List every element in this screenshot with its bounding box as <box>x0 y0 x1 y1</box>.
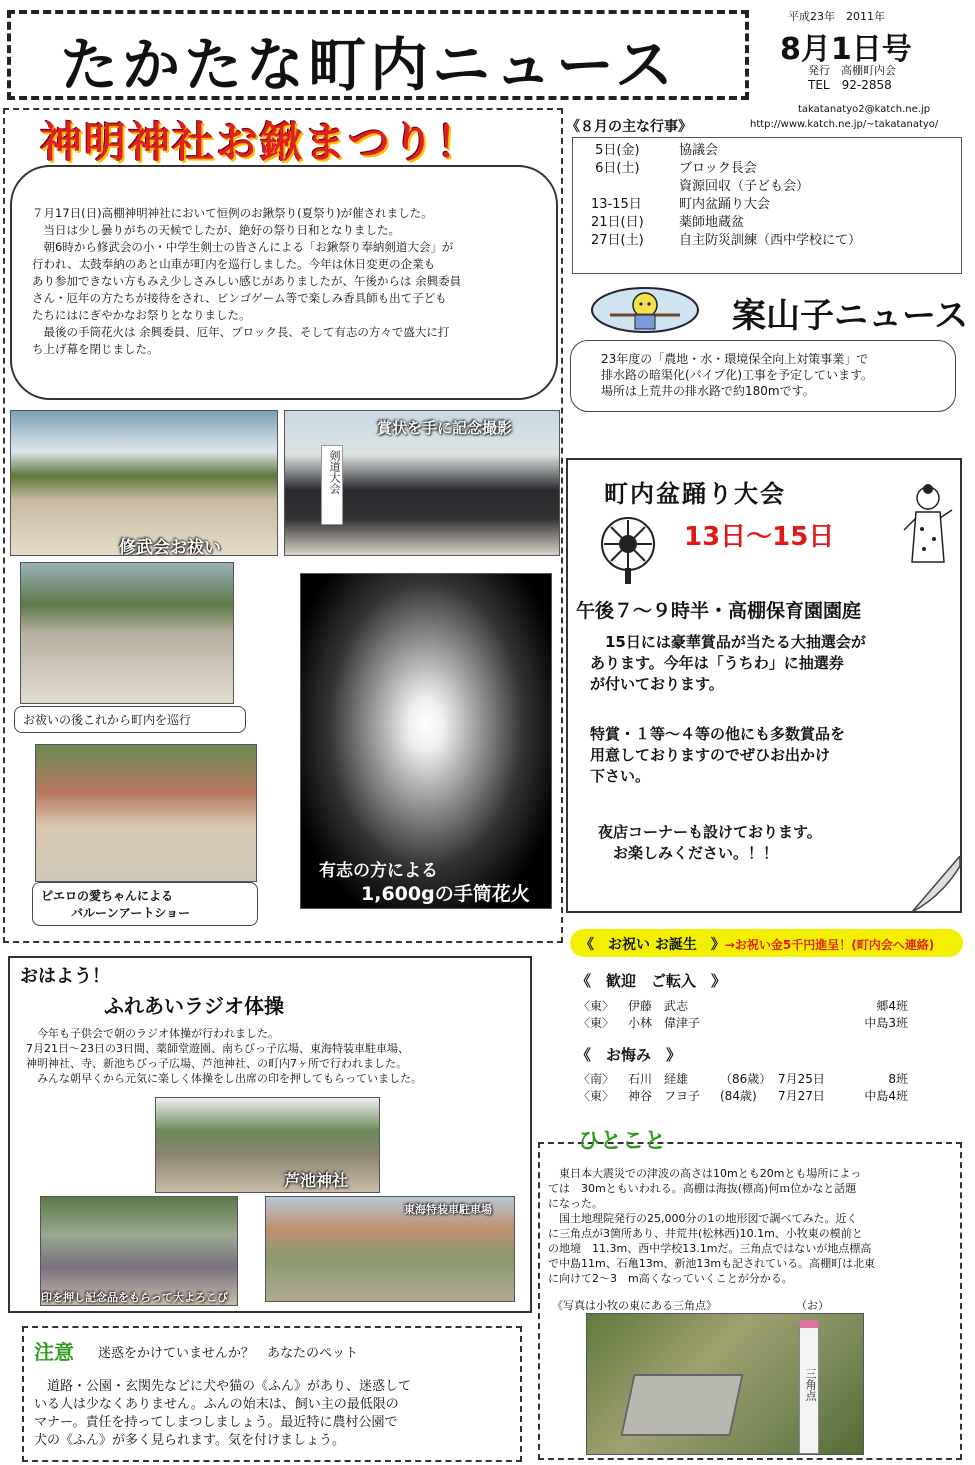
matsuri-line: 当日は少し曇りがちの天候でしたが、絶好の祭り日和となりました。 <box>32 223 400 237</box>
hitokoto-title: ひとこと <box>578 1129 667 1154</box>
survey-marker <box>620 1374 743 1436</box>
hitokoto-author: （お） <box>796 1299 829 1312</box>
matsuri-line: たちにはにぎやかなお祭りとなりました。 <box>32 308 251 322</box>
event-item: 13-15日 町内盆踊り大会 <box>591 197 771 212</box>
matsuri-line: 朝6時から修武会の小・中学生剣士の皆さんによる「お鍬祭り奉納剣道大会」が <box>32 240 454 254</box>
welcome-title: 《 歓迎 ご転入 》 <box>576 972 727 990</box>
scarecrow-icon <box>590 285 700 335</box>
bon-title: 町内盆踊り大会 <box>604 480 786 508</box>
photo-caption: 印を押し記念品をもらって大よろこび <box>41 1291 228 1304</box>
notice-article: 道路・公園・玄関先などに犬や猫の《ふん》があり、迷惑して いる人は少なくありません。ふんの始末は、飼い主の最低限の マナー。責任を持ってしまつしましょう。最近特に農村公園で 犬の《ふん》が多く見られます。気を付けましょう。 <box>34 1379 412 1448</box>
event-item: 5日(金) 協議会 <box>591 143 719 158</box>
photo-ashiike-shrine <box>155 1097 380 1193</box>
bon-dates: 13日～15日 <box>684 522 835 552</box>
hitokoto-article: 東日本大震災での津波の高さは10mとも20mとも場所によっ ては 30mともいわれる。高棚は海抜(標高)何ｍ位かなと話題 になった。 国土地理院発行の25,000分の1の地形図で調べてみた。近く に三角点が3箇所あり、井荒井(松林西)10.1m、小牧東の模前と の地境 11.3m、西中学校13.1mだ。三角点ではないが地点標高 で中島11m、石亀13m、新池13mも記されている。高棚町は北東 に向けて2～3 m高くなっていくことが分かる。 <box>548 1167 876 1285</box>
condolence-list <box>578 1071 908 1105</box>
roster-row: 〈東〉 小林 偉津子 中島3班 <box>578 1016 908 1030</box>
photo-caption: 修武会お祓い <box>119 538 221 556</box>
publisher: 発行 高棚町内会 <box>808 64 896 77</box>
photo-caption: 有志の方による <box>319 861 438 881</box>
photo-tokai-parking <box>265 1196 515 1302</box>
kakashi-title: 案山子ニュース <box>732 296 969 336</box>
email[interactable]: takatanatyo2@katch.ne.jp <box>798 104 931 115</box>
photo-parade <box>20 562 234 704</box>
matsuri-article <box>10 165 558 400</box>
newsletter-title: たかたな町内ニュース <box>60 31 678 99</box>
photo-group <box>284 410 560 556</box>
survey-post: 三角点 <box>799 1320 819 1454</box>
bon-time-place: 午後７～９時半・高棚保育園園庭 <box>576 600 862 622</box>
notice-subtitle: 迷惑をかけていませんか？ あなたのペット <box>98 1346 359 1361</box>
event-item: 資源回収（子ども会） <box>679 179 810 194</box>
roster-row: 〈東〉 神谷 フヨ子 (84歳) 7月27日 中島4班 <box>578 1089 908 1103</box>
event-item: 6日(土) ブロック長会 <box>591 161 757 176</box>
photo-purification <box>10 410 278 556</box>
hitokoto-photo-caption: 《写真は小牧の東にある三角点》 <box>552 1299 717 1312</box>
matsuri-line: あり参加できない方もみえ少しさみしい感じがありましたが、午後からは 余興委員 <box>32 274 462 288</box>
event-item: 27日(土) 自主防災訓練（西中学校にて） <box>591 233 862 248</box>
bon-lottery: 15日には豪華賞品が当たる大抽選会が あります。今年は「うちわ」に抽選券 が付いております。 <box>590 633 866 693</box>
condolence-title: 《 お悔み 》 <box>576 1046 682 1064</box>
matsuri-title: 神明神社お鍬まつり！ <box>40 118 481 167</box>
matsuri-line: ７月17日(日)高棚神明神社において恒例のお鍬祭り(夏祭り)が催されました。 <box>32 206 433 220</box>
matsuri-line: さん・厄年の方たちが接待をされ、ビンゴゲーム等で楽しみ香具師も出て子ども <box>32 291 447 305</box>
dancer-icon <box>900 484 956 572</box>
radio-title: ふれあいラジオ体操 <box>104 994 284 1018</box>
welcome-list <box>578 998 908 1032</box>
events-list <box>572 137 962 274</box>
bon-prizes: 特賞・１等～４等の他にも多数賞品を 用意しておりますのでぜひお出かけ 下さい。 <box>590 725 846 785</box>
issue-date: 8月1日号 <box>780 32 912 67</box>
photo-caption: 賞状を手に記念撮影 <box>377 419 513 437</box>
caption-parade: お祓いの後これから町内を巡行 <box>14 706 246 733</box>
uchiwa-icon <box>598 516 658 586</box>
matsuri-line: 最後の手筒花火は 余興委員、厄年、ブロック長、そして有志の方々で盛大に打 <box>32 325 450 339</box>
photo-balloon <box>35 744 257 882</box>
kakashi-article: 23年度の「農地・水・環境保全向上対策事業」で 排水路の暗渠化(パイプ化)工事を予定しています。 場所は上荒井の排水路で約180mです。 <box>570 340 956 412</box>
roster-row: 〈東〉 伊藤 武志 郷4班 <box>578 999 908 1013</box>
telephone: TEL 92-2858 <box>808 78 892 92</box>
photo-fireworks <box>300 573 552 909</box>
notice-title: 注意 <box>34 1340 74 1364</box>
radio-article: 今年も子供会で朝のラジオ体操が行われました。 7月21日～23日の3日間、薬師堂遊園、南ちびっ子広場、東海特装車駐車場、 神明神社、寺、新池ちびっ子広場、芦池神社、の町内7ヶ所で行われました。 みんな朝早くから元気に楽しく体操をし出席の印を押してもらっていました。 <box>26 1027 422 1085</box>
photo-stamp-card <box>40 1196 238 1306</box>
birth-banner: 《 お祝い お誕生 》→お祝い金5千円進呈！(町内会へ連絡) <box>570 929 963 957</box>
event-item: 21日(日) 薬師地蔵盆 <box>591 215 745 230</box>
photo-caption: 東海特装車駐車場 <box>404 1203 492 1216</box>
events-title: 《８月の主な行事》 <box>566 119 692 135</box>
bon-stalls: 夜店コーナーも設けております。 お楽しみください。！！ <box>598 823 822 862</box>
matsuri-line: 行われ、太鼓奉納のあと山車が町内を巡行しました。今年は休日変更の企業も <box>32 257 436 271</box>
banner: 剣道大会 <box>321 445 343 525</box>
photo-caption: 芦池神社 <box>284 1171 349 1190</box>
issue-year: 平成23年 2011年 <box>788 10 885 23</box>
matsuri-line: ち上げ幕を閉じました。 <box>32 342 159 356</box>
photo-caption: 1,600gの手筒花火 <box>361 883 530 905</box>
roster-row: 〈南〉 石川 経雄 （86歳） 7月25日 8班 <box>578 1072 908 1086</box>
page-curl-icon <box>912 856 962 914</box>
radio-title-greeting: おはよう！ <box>20 966 110 987</box>
caption-balloon: ピエロの愛ちゃんによる バルーンアートショー <box>32 882 258 926</box>
website-url[interactable]: http://www.katch.ne.jp/~takatanatyo/ <box>750 119 939 130</box>
photo-triangulation-point <box>586 1313 864 1455</box>
